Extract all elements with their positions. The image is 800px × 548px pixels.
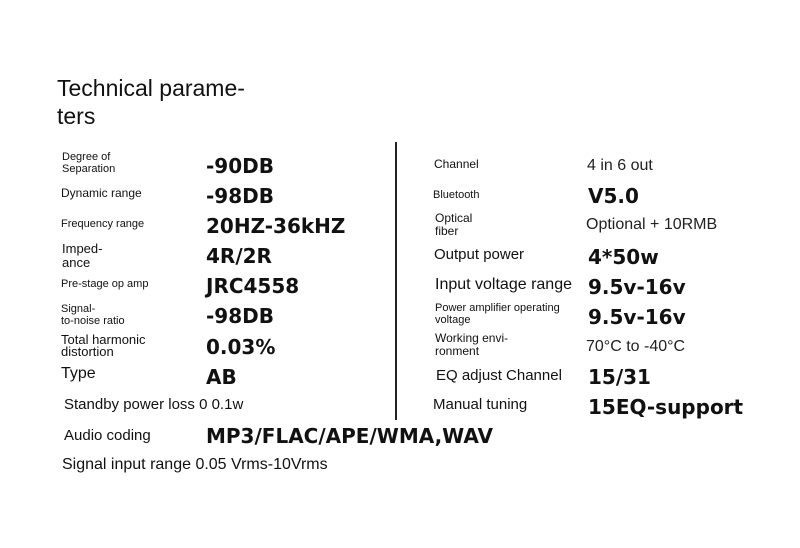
value-audio-coding: MP3/FLAC/APE/WMA,WAV	[206, 424, 493, 448]
value-signal-to-noise-ratio: -98DB	[206, 304, 274, 328]
value-impedance: 4R/2R	[206, 244, 272, 268]
value-total-harmonic-distortion: 0.03%	[206, 335, 276, 359]
label-line: Total harmonic	[61, 332, 146, 347]
label-pre-stage-op-amp: Pre-stage op amp	[61, 278, 149, 290]
label-impedance	[62, 242, 102, 269]
label-eq-adjust-channel: EQ adjust Channel	[436, 367, 562, 384]
label-line: ronment	[435, 343, 480, 358]
label-line: Power amplifier operating	[435, 302, 560, 314]
value-optical-fiber: Optional + 10RMB	[586, 216, 718, 233]
label-line: Separation	[62, 162, 116, 175]
label-working-environment	[435, 332, 508, 357]
label-degree-of-separation	[62, 152, 115, 175]
label-line: Signal-	[61, 303, 96, 315]
label-frequency-range: Frequency range	[61, 218, 145, 230]
label-line: ance	[62, 254, 91, 270]
value-manual-tuning: 15EQ-support	[588, 395, 744, 419]
value-type: AB	[206, 365, 237, 389]
value-pre-stage-op-amp: JRC4558	[206, 274, 300, 298]
column-divider	[395, 142, 397, 420]
label-manual-tuning: Manual tuning	[433, 396, 528, 413]
page-title-line-1: Technical parame-	[57, 75, 245, 101]
label-power-amplifier-operating-voltage	[435, 303, 560, 326]
page-title	[57, 74, 245, 130]
value-working-environment: 70°C to -40°C	[586, 338, 686, 355]
label-signal-to-noise-ratio	[61, 304, 125, 327]
label-type: Type	[61, 365, 96, 382]
label-signal-input-range	[62, 457, 328, 474]
label-line: distortion	[61, 344, 114, 360]
label-line: fiber	[435, 223, 459, 238]
value-power-amplifier-operating-voltage: 9.5v-16v	[588, 305, 686, 329]
label-line: Degree of	[62, 151, 111, 163]
label-text: Standby power loss	[64, 396, 195, 413]
value-standby-power-loss: 0 0.1w	[199, 396, 244, 413]
value-dynamic-range: -98DB	[206, 184, 274, 208]
label-channel: Channel	[434, 157, 479, 171]
label-line: to-noise ratio	[61, 314, 125, 327]
value-output-power: 4*50w	[588, 245, 659, 269]
value-bluetooth: V5.0	[588, 184, 639, 208]
label-line: voltage	[435, 313, 471, 326]
label-standby-power-loss	[64, 397, 243, 413]
label-dynamic-range: Dynamic range	[61, 186, 142, 200]
label-optical-fiber	[435, 212, 472, 237]
value-channel: 4 in 6 out	[587, 157, 653, 174]
value-eq-adjust-channel: 15/31	[588, 365, 651, 389]
value-signal-input-range: 0.05 Vrms-10Vrms	[195, 456, 328, 473]
label-bluetooth: Bluetooth	[433, 189, 480, 201]
page-title-line-2: ters	[57, 103, 96, 129]
value-frequency-range: 20HZ-36kHZ	[206, 214, 346, 238]
label-output-power: Output power	[434, 246, 525, 263]
label-text: Signal input range	[62, 456, 191, 473]
label-line: Working envi-	[435, 331, 509, 345]
label-audio-coding: Audio coding	[64, 427, 151, 444]
value-degree-of-separation: -90DB	[206, 154, 274, 178]
label-input-voltage-range: Input voltage range	[435, 276, 572, 293]
label-total-harmonic-distortion	[61, 334, 146, 359]
value-input-voltage-range: 9.5v-16v	[588, 275, 686, 299]
label-line: Imped-	[62, 241, 103, 256]
label-line: Optical	[435, 211, 473, 225]
